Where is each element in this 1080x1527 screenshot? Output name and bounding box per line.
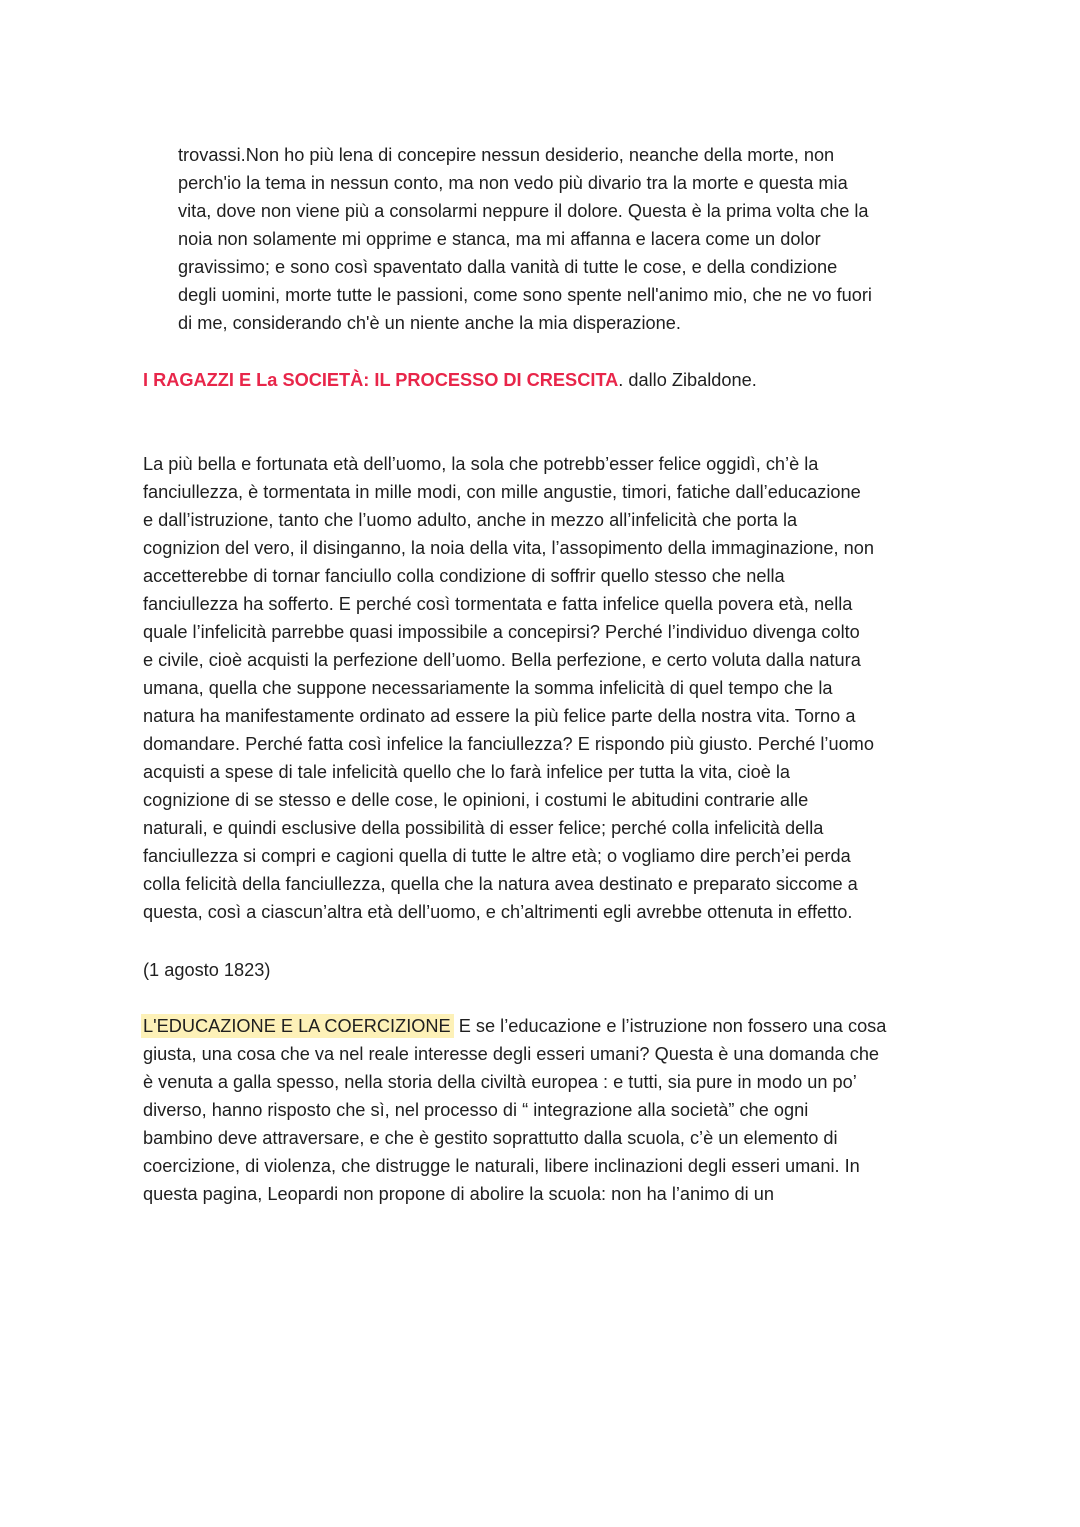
quote-line: trovassi.Non ho più lena di concepire nessun desiderio, neanche della morte, non <box>178 145 835 165</box>
body-line: umana, quella che suppone necessariamente la somma infelicità di quel tempo che la <box>143 678 833 698</box>
quote-line: perch'io la tema in nessun conto, ma non vedo più divario tra la morte e questa mia <box>178 173 848 193</box>
body-line: bambino deve attraversare, e che è gestito soprattutto dalla scuola, c’è un elemento di <box>143 1128 838 1148</box>
body-line: accetterebbe di tornar fanciullo colla condizione di soffrir quello stesso che nella <box>143 566 785 586</box>
body-line: naturali, e quindi esclusive della possibilità di esser felice; perché colla infelicità della <box>143 818 824 838</box>
body-line: cognizion del vero, il disinganno, la noia della vita, l’assopimento della immaginazione, non <box>143 538 874 558</box>
body-line: cognizione di se stesso e delle cose, le opinioni, i costumi le abitudini contrarie alle <box>143 790 809 810</box>
quote-line: vita, dove non viene più a consolarmi neppure il dolore. Questa è la prima volta che la <box>178 201 869 221</box>
body-line: questa, così a ciascun’altra età dell’uomo, e ch’altrimenti egli avrebbe ottenuta in effetto. <box>143 902 853 922</box>
quote-line: di me, considerando ch'è un niente anche la mia disperazione. <box>178 313 681 333</box>
body-line: e civile, cioè acquisti la perfezione dell’uomo. Bella perfezione, e certo voluta dalla natura <box>143 650 861 670</box>
body-line: acquisti a spese di tale infelicità quello che lo farà infelice per tutta la vita, cioè la <box>143 762 791 782</box>
body-line: natura ha manifestamente ordinato ad essere la più felice parte della nostra vita. Torno a <box>143 706 856 726</box>
body-line: fanciullezza si compri e cagioni quella di tutte le altre età; o vogliamo dire perch’ei perda <box>143 846 851 866</box>
body-line-rest: E se l’educazione e l’istruzione non fossero una cosa <box>453 1016 887 1036</box>
quote-line: gravissimo; e sono così spaventato dalla vanità di tutte le cose, e della condizione <box>178 257 838 277</box>
body-line: La più bella e fortunata età dell’uomo, la sola che potrebb’esser felice oggidì, ch’è la <box>143 454 819 474</box>
section-subtitle: . dallo Zibaldone. <box>618 370 757 390</box>
body-line <box>143 1012 886 1040</box>
body-line: questa pagina, Leopardi non propone di abolire la scuola: non ha l’animo di un <box>143 1184 774 1204</box>
body-line: è venuta a galla spesso, nella storia della civiltà europea : e tutti, sia pure in modo un po’ <box>143 1072 857 1092</box>
body-line: quale l’infelicità parrebbe quasi impossibile a concepirsi? Perché l’individuo divenga colto <box>143 622 860 642</box>
body-line: fanciullezza ha sofferto. E perché così tormentata e fatta infelice quella povera età, nella <box>143 594 853 614</box>
body-line: domandare. Perché fatta così infelice la fanciullezza? E rispondo più giusto. Perché l’uomo <box>143 734 874 754</box>
body-line: giusta, una cosa che va nel reale interesse degli esseri umani? Questa è una domanda che <box>143 1044 880 1064</box>
section-title: I RAGAZZI E La SOCIETÀ: IL PROCESSO DI CRESCITA <box>143 370 619 390</box>
body-line: e dall’istruzione, tanto che l’uomo adulto, anche in mezzo all’infelicità che porta la <box>143 510 798 530</box>
highlighted-heading: L'EDUCAZIONE E LA COERCIZIONE <box>141 1014 454 1038</box>
quote-line: degli uomini, morte tutte le passioni, come sono spente nell'animo mio, che ne vo fuori <box>178 285 872 305</box>
body-line: coercizione, di violenza, che distrugge le naturali, libere inclinazioni degli esseri umani. In <box>143 1156 860 1176</box>
body-line: diverso, hanno risposto che sì, nel processo di “ integrazione alla società” che ogni <box>143 1100 809 1120</box>
body-line: fanciullezza, è tormentata in mille modi, con mille angustie, timori, fatiche dall’educazione <box>143 482 861 502</box>
quote-line: noia non solamente mi opprime e stanca, ma mi affanna e lacera come un dolor <box>178 229 821 249</box>
entry-date: (1 agosto 1823) <box>143 960 271 980</box>
section-heading <box>143 366 757 394</box>
body-line: colla felicità della fanciullezza, quella che la natura avea destinato e preparato siccome a <box>143 874 858 894</box>
